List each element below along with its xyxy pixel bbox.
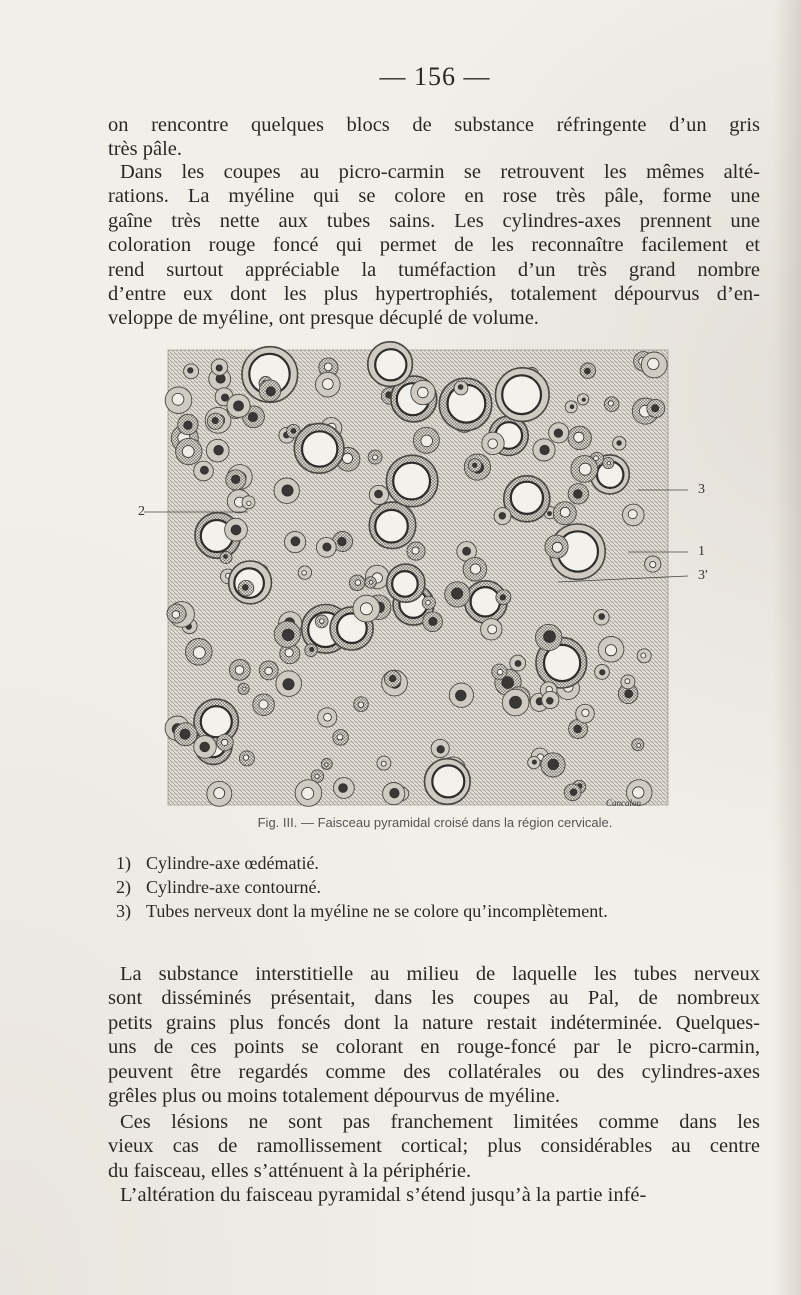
axon-cylinder xyxy=(552,542,562,552)
axon-cylinder xyxy=(320,619,324,623)
axon-cylinder xyxy=(510,696,522,708)
axon-cylinder xyxy=(625,690,633,698)
axon-cylinder xyxy=(547,698,554,705)
axon-cylinder xyxy=(429,617,437,625)
axon-cylinder xyxy=(600,670,605,675)
text-line: petits grains plus foncés dont la nature restait indéterminée. Quelques- xyxy=(108,1011,760,1034)
axon-cylinder xyxy=(488,625,497,634)
axon-cylinder xyxy=(582,709,589,716)
engraver-signature: Cancalon xyxy=(606,798,641,808)
text-line: Dans les coupes au picro-carmin se retrouvent les mêmes alté- xyxy=(120,161,760,183)
axon-cylinder xyxy=(412,547,419,554)
axon-cylinder xyxy=(452,588,463,599)
axon-cylinder xyxy=(338,537,346,545)
paragraph-continued xyxy=(108,113,760,162)
axon-cylinder xyxy=(200,466,208,474)
histology-illustration xyxy=(118,340,718,810)
axon-cylinder xyxy=(574,490,583,499)
axon-cylinder xyxy=(355,580,361,586)
axon-cylinder xyxy=(605,645,616,656)
axon-cylinder xyxy=(375,349,406,380)
text-line: veloppe de myéline, ont presque décuplé de volume. xyxy=(108,307,539,330)
axon-cylinder xyxy=(324,363,332,371)
axon-cylinder xyxy=(188,368,193,373)
axon-cylinder xyxy=(234,401,244,411)
axon-cylinder xyxy=(373,455,378,460)
axon-cylinder xyxy=(532,760,536,764)
text-line: grêles plus ou moins totalement dépourvus de myéline. xyxy=(108,1085,561,1108)
axon-cylinder xyxy=(392,571,418,597)
axon-cylinder xyxy=(214,788,225,799)
figure-caption: Fig. III. — Faisceau pyramidal croisé dans la région cervicale. xyxy=(257,815,613,830)
axon-cylinder xyxy=(607,462,610,465)
axon-cylinder xyxy=(421,435,433,447)
axon-cylinder xyxy=(502,375,541,414)
text-line: vieux cas de ramollissement cortical; plus considérables au centre xyxy=(108,1135,760,1158)
axon-cylinder xyxy=(222,739,228,745)
axon-cylinder xyxy=(242,585,248,591)
axon-cylinder xyxy=(266,387,275,396)
axon-cylinder xyxy=(617,441,622,446)
axon-cylinder xyxy=(302,571,307,576)
axon-cylinder xyxy=(184,421,192,429)
page-edge-shadow xyxy=(773,0,801,1295)
axon-cylinder xyxy=(570,789,577,796)
figure-histology xyxy=(118,340,718,810)
axon-cylinder xyxy=(302,787,314,799)
axon-cylinder xyxy=(172,393,184,405)
axon-cylinder xyxy=(473,463,477,467)
axon-cylinder xyxy=(193,647,205,659)
axon-cylinder xyxy=(650,561,656,567)
axon-cylinder xyxy=(375,510,408,543)
axon-cylinder xyxy=(637,744,641,748)
axon-cylinder xyxy=(337,734,343,740)
axon-cylinder xyxy=(302,431,337,466)
axon-cylinder xyxy=(231,475,239,483)
text-line: très pâle. xyxy=(108,138,182,161)
axon-cylinder xyxy=(325,763,328,766)
axon-cylinder xyxy=(599,614,605,620)
axon-cylinder xyxy=(548,512,552,516)
legend-item: 2) Cylindre-axe contourné. xyxy=(116,877,321,897)
axon-cylinder xyxy=(216,365,222,371)
figure-label-2: 2 xyxy=(138,504,145,519)
legend-item: 3) Tubes nerveux dont la myéline ne se colore qu’incomplètement. xyxy=(116,901,608,921)
axon-cylinder xyxy=(426,600,431,605)
axon-cylinder xyxy=(231,525,241,535)
axon-cylinder xyxy=(548,759,559,770)
text-line: du faisceau, elles s’atténuent à la périphérie. xyxy=(108,1159,472,1182)
axon-cylinder xyxy=(291,429,296,434)
axon-cylinder xyxy=(499,513,506,520)
axon-cylinder xyxy=(652,405,659,412)
figure-label-3-prime: 3′ xyxy=(698,568,709,583)
figure-label-1: 1 xyxy=(698,544,705,559)
axon-cylinder xyxy=(574,432,584,442)
text-line: on rencontre quelques blocs de substance réfringente d’un gris xyxy=(108,114,760,136)
axon-cylinder xyxy=(579,463,591,475)
axon-cylinder xyxy=(285,649,293,657)
axon-cylinder xyxy=(458,385,463,390)
axon-cylinder xyxy=(393,463,430,500)
axon-cylinder xyxy=(582,398,585,401)
axon-cylinder xyxy=(570,405,574,409)
axon-cylinder xyxy=(418,387,429,398)
text-line: gaîne très nette aux tubes sains. Les cylindres-axes prennent une xyxy=(108,209,760,232)
axon-cylinder xyxy=(200,742,210,752)
axon-cylinder xyxy=(324,713,332,721)
text-line: sont disséminés présentait, dans les coupes au Pal, de nombreux xyxy=(108,987,760,1010)
axon-cylinder xyxy=(212,417,218,423)
paragraph-interstitial xyxy=(108,962,760,1108)
axon-cylinder xyxy=(339,784,348,793)
axon-cylinder xyxy=(381,761,386,766)
axon-cylinder xyxy=(243,755,248,760)
text-line: d’entre eux dont les plus hypertrophiés, totalement dépourvus d’en- xyxy=(108,283,760,306)
axon-cylinder xyxy=(247,501,251,505)
axon-cylinder xyxy=(456,690,467,701)
axon-cylinder xyxy=(500,595,505,600)
axon-cylinder xyxy=(214,445,224,455)
axon-cylinder xyxy=(323,543,331,551)
axon-cylinder xyxy=(390,675,396,681)
axon-cylinder xyxy=(360,603,372,615)
axon-cylinder xyxy=(369,581,373,585)
figure-legend xyxy=(116,852,608,924)
axon-cylinder xyxy=(463,547,471,555)
axon-cylinder xyxy=(315,774,319,778)
axon-cylinder xyxy=(511,482,543,514)
axon-cylinder xyxy=(342,453,352,463)
figure-label-3: 3 xyxy=(698,482,705,497)
axon-cylinder xyxy=(322,379,333,390)
axon-cylinder xyxy=(248,412,257,421)
axon-cylinder xyxy=(390,788,399,797)
axon-cylinder xyxy=(235,666,244,675)
axon-cylinder xyxy=(432,765,464,797)
paragraph-lesions xyxy=(108,1110,760,1183)
axon-cylinder xyxy=(291,537,300,546)
axon-cylinder xyxy=(224,555,228,559)
axon-cylinder xyxy=(648,358,659,369)
axon-cylinder xyxy=(488,439,498,449)
paragraph-picro-carmin xyxy=(108,160,760,331)
axon-cylinder xyxy=(574,725,582,733)
axon-cylinder xyxy=(471,587,500,616)
axon-cylinder xyxy=(554,429,562,437)
axon-cylinder xyxy=(515,661,521,667)
axon-cylinder xyxy=(608,401,613,406)
axon-cylinder xyxy=(560,507,570,517)
text-line: rations. La myéline qui se colore en rose très pâle, forme une xyxy=(108,185,760,208)
axon-cylinder xyxy=(182,446,194,458)
axon-cylinder xyxy=(310,647,314,651)
axon-cylinder xyxy=(544,631,556,643)
axon-cylinder xyxy=(172,611,180,619)
text-line: rend surtout appréciable la tuméfaction d’un très grand nombre xyxy=(108,258,760,281)
axon-cylinder xyxy=(358,702,363,707)
axon-cylinder xyxy=(628,510,637,519)
axon-cylinder xyxy=(180,729,190,739)
axon-cylinder xyxy=(437,746,444,753)
axon-cylinder xyxy=(201,706,232,737)
axon-cylinder xyxy=(221,394,228,401)
axon-cylinder xyxy=(625,679,630,684)
legend-item: 1) Cylindre-axe œdématié. xyxy=(116,853,319,873)
axon-cylinder xyxy=(540,445,549,454)
axon-cylinder xyxy=(243,687,246,690)
axon-cylinder xyxy=(641,653,646,658)
text-line: Ces lésions ne sont pas franchement limitées comme dans les xyxy=(120,1111,760,1133)
axon-cylinder xyxy=(375,490,383,498)
paragraph-alteration xyxy=(108,1183,760,1207)
axon-cylinder xyxy=(497,669,503,675)
text-line: uns de ces points se colorant en rouge-foncé par le picro-carmin, xyxy=(108,1036,760,1059)
axon-cylinder xyxy=(265,667,273,675)
axon-cylinder xyxy=(633,787,644,798)
axon-cylinder xyxy=(282,485,293,496)
axon-cylinder xyxy=(283,679,294,690)
text-line: La substance interstitielle au milieu de laquelle les tubes nerveux xyxy=(120,963,760,985)
text-line: L’altération du faisceau pyramidal s’étend jusqu’à la partie infé- xyxy=(120,1184,647,1206)
axon-cylinder xyxy=(470,564,480,574)
text-line: coloration rouge foncé qui permet de les reconnaître facilement et xyxy=(108,234,760,257)
page-number: — 156 — xyxy=(379,62,491,91)
axon-cylinder xyxy=(585,368,591,374)
axon-cylinder xyxy=(282,629,294,641)
text-line: peuvent être regardés comme des collatérales ou des cylindres-axes xyxy=(108,1060,760,1083)
axon-cylinder xyxy=(259,700,268,709)
